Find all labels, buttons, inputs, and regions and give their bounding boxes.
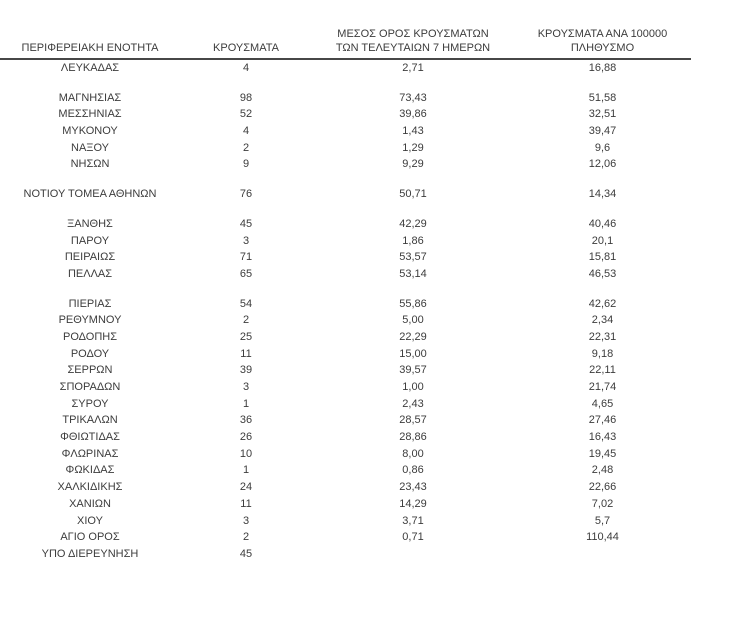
cell-avg_7day: 9,29 <box>402 158 424 171</box>
cell-per_100k: 20,1 <box>591 234 614 247</box>
cell-region: ΠΙΕΡΙΑΣ <box>68 297 112 310</box>
cell-per_100k: 2,48 <box>591 464 614 477</box>
cell-avg_7day: 5,00 <box>402 314 424 327</box>
cell-cases: 45 <box>239 217 253 230</box>
cell-region: ΣΥΡΟΥ <box>71 397 109 410</box>
table-row <box>0 396 691 413</box>
cell-region: ΦΘΙΩΤΙΔΑΣ <box>60 431 120 444</box>
cell-per_100k: 16,88 <box>588 62 617 74</box>
cell-cases: 10 <box>239 447 253 460</box>
cell-per_100k: 39,47 <box>588 125 617 138</box>
cell-per_100k: 22,11 <box>589 364 616 377</box>
header-cell-cases <box>180 41 312 55</box>
cell-avg_7day: 73,43 <box>399 91 427 104</box>
cell-cases: 25 <box>239 330 253 343</box>
cell-avg_7day: 8,00 <box>402 447 424 460</box>
cell-cases: 52 <box>239 108 253 121</box>
header-label-cases: ΚΡΟΥΣΜΑΤΑ <box>213 42 279 54</box>
spacer-row <box>0 203 691 216</box>
cell-region: ΡΟΔΟΥ <box>70 347 110 360</box>
table-row <box>0 462 691 479</box>
table-row <box>0 249 691 266</box>
cell-region: ΧΙΟΥ <box>77 514 103 527</box>
header-label-avg-7day-line1: ΜΕΣΟΣ ΟΡΟΣ ΚΡΟΥΣΜΑΤΩΝ <box>337 28 489 40</box>
cell-cases: 65 <box>239 267 253 280</box>
cell-avg_7day: 1,86 <box>402 234 424 247</box>
cell-avg_7day: 55,86 <box>399 297 427 310</box>
cell-avg_7day: 1,43 <box>402 125 424 138</box>
cell-region: ΜΑΓΝΗΣΙΑΣ <box>58 91 122 104</box>
table-row <box>0 329 691 346</box>
cell-per_100k: 7,02 <box>591 497 614 510</box>
cell-per_100k: 9,6 <box>594 141 611 154</box>
cell-region: ΤΡΙΚΑΛΩΝ <box>62 414 118 427</box>
table-row <box>0 496 691 513</box>
table-row <box>0 362 691 379</box>
cell-cases: 9 <box>242 158 250 171</box>
cell-per_100k: 2,34 <box>591 314 614 327</box>
cell-avg_7day: 42,29 <box>399 217 427 230</box>
cell-cases: 11 <box>240 347 252 360</box>
cell-per_100k: 15,81 <box>588 251 617 264</box>
cell-cases: 26 <box>239 431 253 444</box>
cell-cases: 3 <box>242 381 250 393</box>
cell-per_100k: 5,7 <box>594 514 611 527</box>
table-row <box>0 513 691 530</box>
cell-per_100k: 51,58 <box>588 91 617 104</box>
cell-avg_7day: 1,29 <box>402 141 424 154</box>
table-body <box>0 60 691 563</box>
table-row <box>0 446 691 463</box>
cell-cases: 4 <box>242 125 250 138</box>
header-cell-region <box>0 41 180 55</box>
cell-avg_7day: 3,71 <box>402 514 424 527</box>
cell-per_100k: 12,06 <box>588 158 617 171</box>
table-row <box>0 346 691 363</box>
header-label-per-100k-line2: ΠΛΗΘΥΣΜΟ <box>570 42 635 54</box>
cell-cases: 1 <box>242 397 250 410</box>
cell-per_100k: 46,53 <box>588 267 617 280</box>
cell-avg_7day: 28,57 <box>399 414 427 427</box>
cell-cases: 3 <box>242 514 250 527</box>
cell-cases: 76 <box>239 188 253 201</box>
cell-region: ΜΥΚΟΝΟΥ <box>62 125 118 138</box>
cell-region: ΠΕΛΛΑΣ <box>67 267 113 280</box>
cell-avg_7day: 23,43 <box>399 481 427 494</box>
cell-per_100k: 32,51 <box>588 108 617 121</box>
table-row <box>0 412 691 429</box>
cell-avg_7day: 28,86 <box>399 431 427 444</box>
cell-avg_7day: 39,57 <box>399 364 427 377</box>
cell-region: ΥΠΟ ΔΙΕΡΕΥΝΗΣΗ <box>41 547 139 560</box>
header-cell-per-100k <box>514 27 691 55</box>
cell-cases: 2 <box>242 141 250 154</box>
cell-avg_7day: 0,86 <box>402 464 424 477</box>
cell-avg_7day: 53,14 <box>399 267 427 280</box>
cell-cases: 4 <box>242 62 250 74</box>
cell-cases: 2 <box>242 314 250 327</box>
cell-per_100k: 16,43 <box>588 431 617 444</box>
cell-region: ΠΕΙΡΑΙΩΣ <box>64 251 116 264</box>
cell-avg_7day: 50,71 <box>399 188 427 201</box>
header-label-region: ΠΕΡΙΦΕΡΕΙΑΚΗ ΕΝΟΤΗΤΑ <box>21 42 159 54</box>
table-header <box>0 27 691 60</box>
header-label-per-100k-line1: ΚΡΟΥΣΜΑΤΑ ΑΝΑ 100000 <box>537 28 668 40</box>
table-row <box>0 90 691 107</box>
cell-avg_7day: 2,71 <box>402 62 424 74</box>
cell-per_100k: 14,34 <box>588 188 617 201</box>
cell-avg_7day: 1,00 <box>402 381 424 393</box>
cell-region: ΝΑΞΟΥ <box>71 141 109 154</box>
cell-cases: 11 <box>240 497 252 510</box>
table-row <box>0 546 691 563</box>
table-row <box>0 123 691 140</box>
cell-avg_7day: 15,00 <box>399 347 427 360</box>
cell-cases: 39 <box>239 364 253 377</box>
cell-cases: 2 <box>242 531 250 544</box>
cell-cases: 1 <box>242 464 250 477</box>
cell-per_100k: 22,31 <box>588 330 617 343</box>
header-label-avg-7day-line2: ΤΩΝ ΤΕΛΕΥΤΑΙΩΝ 7 ΗΜΕΡΩΝ <box>335 42 491 54</box>
spacer-row <box>0 77 691 90</box>
cell-avg_7day: 14,29 <box>399 497 427 510</box>
table-row <box>0 186 691 203</box>
cell-avg_7day: 0,71 <box>402 531 424 544</box>
cell-per_100k: 42,62 <box>588 297 617 310</box>
cell-cases: 24 <box>239 481 253 494</box>
table-row <box>0 106 691 123</box>
cell-region: ΧΑΛΚΙΔΙΚΗΣ <box>57 481 123 494</box>
cell-cases: 36 <box>239 414 253 427</box>
cell-region: ΝΟΤΙΟΥ ΤΟΜΕΑ ΑΘΗΝΩΝ <box>23 188 157 201</box>
cell-cases: 98 <box>239 91 253 104</box>
cell-region: ΝΗΣΩΝ <box>70 158 110 171</box>
spacer-row <box>0 173 691 186</box>
cell-cases: 54 <box>239 297 253 310</box>
cell-region: ΧΑΝΙΩΝ <box>69 497 111 510</box>
cell-region: ΦΩΚΙΔΑΣ <box>65 464 115 477</box>
cell-per_100k: 40,46 <box>588 217 617 230</box>
cell-avg_7day: 39,86 <box>399 108 427 121</box>
table-row <box>0 233 691 250</box>
cell-per_100k: 19,45 <box>588 447 617 460</box>
table-row <box>0 216 691 233</box>
cell-per_100k: 110,44 <box>586 531 619 544</box>
cell-cases: 45 <box>239 547 253 560</box>
table-row <box>0 140 691 157</box>
table-row <box>0 296 691 313</box>
spacer-row <box>0 283 691 296</box>
cell-avg_7day: 2,43 <box>402 397 424 410</box>
table-row <box>0 312 691 329</box>
cell-per_100k: 9,18 <box>591 347 614 360</box>
cell-region: ΣΠΟΡΑΔΩΝ <box>59 381 121 393</box>
cell-region: ΣΕΡΡΩΝ <box>67 364 113 377</box>
cell-region: ΞΑΝΘΗΣ <box>67 217 113 230</box>
cell-avg_7day: 53,57 <box>399 251 427 264</box>
cell-cases: 3 <box>242 234 250 247</box>
cell-region: ΛΕΥΚΑΔΑΣ <box>60 62 120 74</box>
table-row <box>0 266 691 283</box>
cell-per_100k: 4,65 <box>591 397 614 410</box>
table-row <box>0 429 691 446</box>
cell-per_100k: 21,74 <box>588 381 617 393</box>
cell-region: ΠΑΡΟΥ <box>70 234 110 247</box>
cell-region: ΑΓΙΟ ΟΡΟΣ <box>60 531 120 544</box>
cell-avg_7day: 22,29 <box>399 330 427 343</box>
cell-region: ΜΕΣΣΗΝΙΑΣ <box>58 108 122 121</box>
table-row <box>0 529 691 546</box>
cell-cases: 71 <box>239 251 253 264</box>
table-row <box>0 156 691 173</box>
table-row <box>0 60 691 77</box>
cell-region: ΡΟΔΟΠΗΣ <box>62 330 118 343</box>
data-table <box>0 27 691 563</box>
cell-region: ΡΕΘΥΜΝΟΥ <box>58 314 122 327</box>
table-row <box>0 479 691 496</box>
cell-per_100k: 27,46 <box>588 414 617 427</box>
header-cell-avg-7day <box>312 27 514 55</box>
cell-region: ΦΛΩΡΙΝΑΣ <box>61 447 119 460</box>
cell-per_100k: 22,66 <box>588 481 617 494</box>
table-row <box>0 379 691 396</box>
